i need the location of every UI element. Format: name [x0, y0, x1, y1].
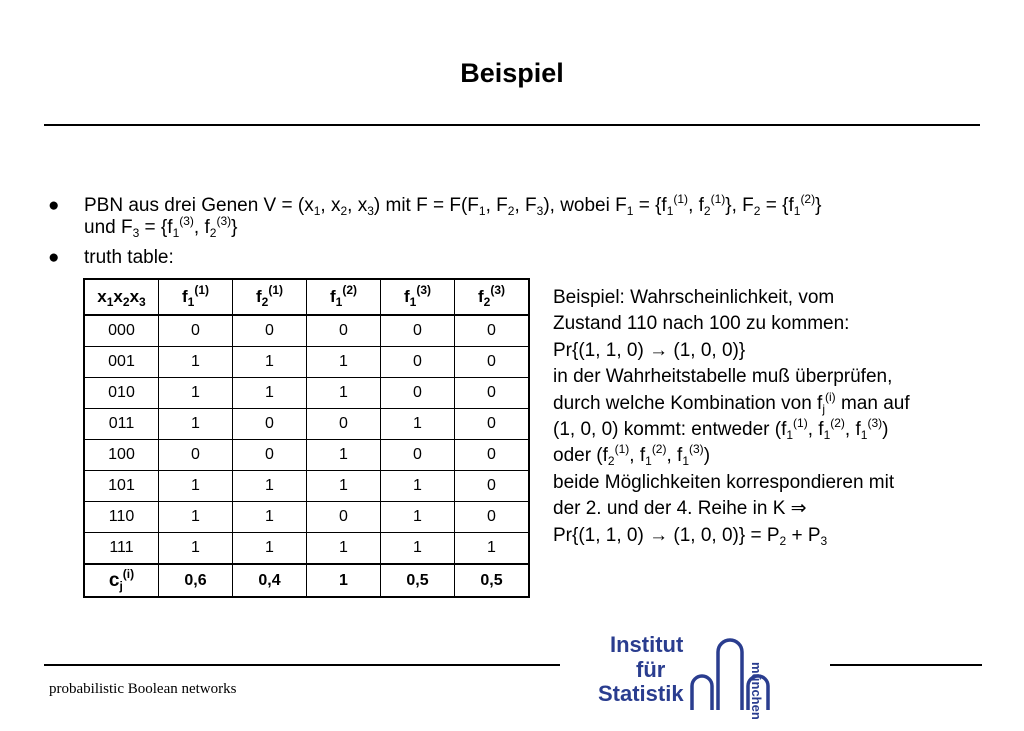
pbn-description: PBN aus drei Genen $V = (x_1$, $x_2$, $x_3$) mit $F = F(F_1$, $F_2$, $F_3$), wobei $F_1 = \{f_1^{(1)}$, $f_2^{(1)}$}, $F_2 = \{f_1^{(2)}\}$ und $F_3 = \{f_1^{(3)}$, $f_2^{(3)}$}	[84, 192, 822, 240]
table-cell: 1	[307, 533, 381, 565]
table-cell: 0	[307, 315, 381, 347]
table-cell: 000	[84, 315, 159, 347]
arches-icon	[688, 630, 798, 712]
table-header-row	[84, 279, 529, 315]
footer-rule-right	[830, 664, 982, 666]
table-cell: 0	[381, 378, 455, 409]
table-cell: 1	[307, 440, 381, 471]
table-cell: 0,6	[159, 564, 233, 597]
table-cell: 0	[455, 378, 530, 409]
bullet-dot-icon: ●	[48, 195, 60, 216]
table-row	[84, 471, 529, 502]
table-cell: 1	[233, 378, 307, 409]
header-f2-1: $f_2^{(1)}$	[233, 279, 307, 315]
table-cell: 1	[307, 378, 381, 409]
table-cell: 101	[84, 471, 159, 502]
table-cell: 0	[455, 409, 530, 440]
example-line: durch welche Kombination von $f_j^{(i)}$ man auf	[553, 389, 910, 416]
table-cell: 0	[159, 315, 233, 347]
table-body	[84, 315, 529, 564]
bullet-dot-icon: ●	[48, 247, 60, 268]
table-cell: 1	[381, 409, 455, 440]
footer-rule-left	[44, 664, 560, 666]
table-cell: 0	[381, 347, 455, 378]
example-line: (1, 0, 0) kommt: entweder ($f_1^{(1)}$, $f_1^{(2)}$, $f_1^{(3)}$)	[553, 416, 889, 443]
table-cell: 0	[455, 347, 530, 378]
table-cell: 0	[455, 502, 530, 533]
table-cell: 1	[233, 502, 307, 533]
table-row	[84, 502, 529, 533]
table-cell: 1	[307, 564, 381, 597]
table-row	[84, 409, 529, 440]
bullet-item-truth-table	[48, 247, 968, 269]
header-f1-1: $f_1^{(1)}$	[159, 279, 233, 315]
table-cell: 1	[233, 347, 307, 378]
table-cell: 1	[381, 471, 455, 502]
table-cell: 0	[381, 440, 455, 471]
table-row	[84, 315, 529, 347]
table-cell: 1	[307, 347, 381, 378]
table-cell: 1	[381, 533, 455, 565]
example-line: Zustand 110 nach 100 zu kommen:	[553, 313, 850, 335]
table-cell: 1	[159, 347, 233, 378]
table-cell: 1	[233, 471, 307, 502]
table-row	[84, 533, 529, 565]
truth-table-label: truth table:	[84, 247, 174, 268]
table-cell: 1	[381, 502, 455, 533]
institute-logo	[596, 630, 806, 720]
header-x1x2x3: $x_1x_2x_3$	[84, 279, 159, 315]
table-cell: 0	[307, 409, 381, 440]
bullet-item-pbn	[48, 192, 968, 240]
table-row	[84, 440, 529, 471]
example-line: der 2. und der 4. Reihe in K ⇒	[553, 498, 807, 520]
table-cell: 0,5	[381, 564, 455, 597]
table-cell: 1	[159, 502, 233, 533]
example-line: oder ($f_2^{(1)}$, $f_1^{(2)}$, $f_1^{(3)}$)	[553, 442, 711, 469]
logo-line-institut: Institut	[610, 632, 684, 657]
logo-line-statistik: Statistik	[598, 681, 684, 706]
table-cell: 0	[455, 440, 530, 471]
logo-line-fuer: für	[636, 657, 666, 682]
header-f1-3: $f_1^{(3)}$	[381, 279, 455, 315]
table-cell: 0,5	[455, 564, 530, 597]
table-cell: 111	[84, 533, 159, 565]
example-text	[553, 285, 1013, 549]
bullet-list	[48, 192, 968, 269]
table-cell: 0	[307, 502, 381, 533]
table-cell: 0	[159, 440, 233, 471]
truth-table	[83, 278, 530, 598]
table-cell: 1	[159, 471, 233, 502]
table-cell: 0,4	[233, 564, 307, 597]
table-cell: 1	[233, 533, 307, 565]
table-cell: 0	[455, 315, 530, 347]
table-cell: 100	[84, 440, 159, 471]
table-cell: 1	[159, 409, 233, 440]
title-underline	[44, 124, 980, 126]
example-line: Beispiel: Wahrscheinlichkeit, vom	[553, 287, 835, 308]
page-title: Beispiel	[460, 58, 564, 88]
cj-label: $c_j^{(i)}$	[84, 564, 159, 597]
table-row	[84, 347, 529, 378]
logo-vertical-muenchen: münchen	[749, 662, 764, 720]
table-cell: 001	[84, 347, 159, 378]
example-line: beide Möglichkeiten korrespondieren mit	[553, 471, 895, 493]
table-cell: 1	[159, 378, 233, 409]
table-cell: 0	[233, 409, 307, 440]
header-f1-2: $f_1^{(2)}$	[307, 279, 381, 315]
table-row	[84, 378, 529, 409]
table-cell: 1	[307, 471, 381, 502]
header-f2-3: $f_2^{(3)}$	[455, 279, 530, 315]
table-cell: 0	[381, 315, 455, 347]
table-cell: 010	[84, 378, 159, 409]
example-line: Pr{(1, 1, 0) → (1, 0, $0)\} = P_2 + P_3$	[553, 524, 828, 548]
example-line: Pr{(1, 1, 0) → (1, 0, 0)}	[553, 339, 746, 361]
footer-text: probabilistic Boolean networks	[49, 681, 237, 697]
table-cell: 110	[84, 502, 159, 533]
table-cell: 1	[455, 533, 530, 565]
example-line: in der Wahrheitstabelle muß überprüfen,	[553, 366, 893, 388]
table-cell: 011	[84, 409, 159, 440]
table-cell: 0	[455, 471, 530, 502]
table-cell: 1	[159, 533, 233, 565]
table-row-cj	[84, 564, 529, 597]
table-cell: 0	[233, 440, 307, 471]
table-cell: 0	[233, 315, 307, 347]
